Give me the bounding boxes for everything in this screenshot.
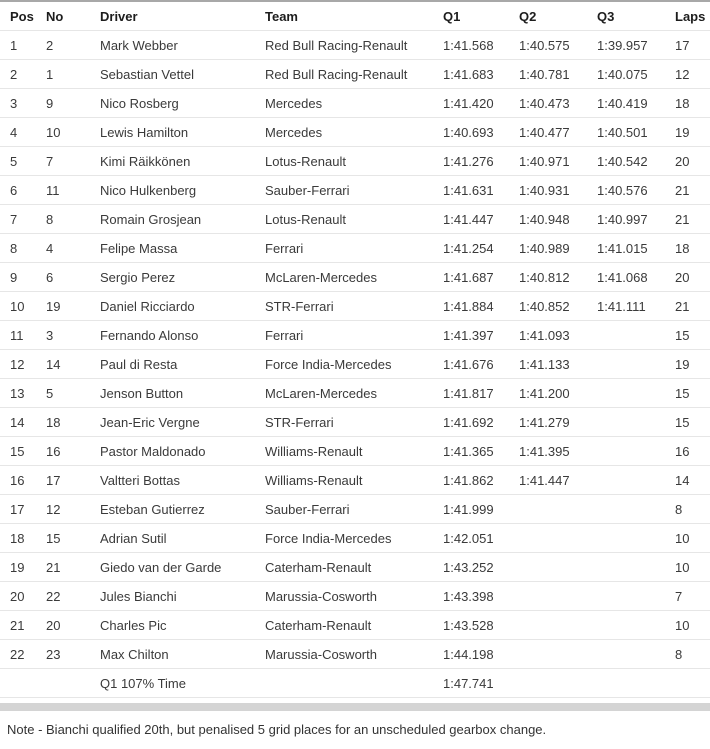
table-row [0, 147, 710, 176]
table-cell: 1 [44, 60, 98, 89]
table-row [0, 553, 710, 582]
table-cell: 20 [673, 263, 710, 292]
table-row [0, 640, 710, 669]
table-cell: Esteban Gutierrez [98, 495, 263, 524]
table-cell: Williams-Renault [263, 466, 441, 495]
table-cell: 14 [0, 408, 44, 437]
table-cell: Jean-Eric Vergne [98, 408, 263, 437]
table-cell: 1:41.683 [441, 60, 517, 89]
divider-bar [0, 703, 710, 711]
table-cell: Caterham-Renault [263, 611, 441, 640]
table-cell: 1:43.252 [441, 553, 517, 582]
table-cell: 15 [673, 379, 710, 408]
table-cell: Ferrari [263, 234, 441, 263]
table-cell: 17 [44, 466, 98, 495]
table-cell: 8 [0, 234, 44, 263]
table-cell: STR-Ferrari [263, 292, 441, 321]
table-cell: 21 [673, 205, 710, 234]
table-cell: 4 [44, 234, 98, 263]
table-cell: 12 [44, 495, 98, 524]
table-cell: 6 [44, 263, 98, 292]
footer-row-107-percent [0, 669, 710, 698]
table-cell: 1:40.971 [517, 147, 595, 176]
table-cell: Red Bull Racing-Renault [263, 31, 441, 60]
table-cell: 17 [673, 31, 710, 60]
table-cell: Felipe Massa [98, 234, 263, 263]
table-cell: Jenson Button [98, 379, 263, 408]
table-row [0, 31, 710, 60]
table-cell: Adrian Sutil [98, 524, 263, 553]
table-row [0, 176, 710, 205]
table-cell [595, 408, 673, 437]
table-cell [595, 524, 673, 553]
table-cell [595, 466, 673, 495]
table-cell: Max Chilton [98, 640, 263, 669]
table-cell: 21 [0, 611, 44, 640]
table-cell: 10 [44, 118, 98, 147]
table-cell: 1:41.631 [441, 176, 517, 205]
table-cell: Sauber-Ferrari [263, 176, 441, 205]
table-cell: McLaren-Mercedes [263, 379, 441, 408]
table-cell: 15 [0, 437, 44, 466]
table-cell: 1:43.528 [441, 611, 517, 640]
table-cell: 1:40.576 [595, 176, 673, 205]
table-cell: 8 [673, 640, 710, 669]
table-cell: 16 [44, 437, 98, 466]
table-cell: 1:39.957 [595, 31, 673, 60]
table-cell: 1:41.397 [441, 321, 517, 350]
table-cell: 8 [44, 205, 98, 234]
table-row [0, 263, 710, 292]
table-cell: 15 [673, 408, 710, 437]
footer-q1-time: 1:47.741 [441, 669, 517, 698]
table-cell: Pastor Maldonado [98, 437, 263, 466]
table-cell: Paul di Resta [98, 350, 263, 379]
table-cell: 10 [673, 524, 710, 553]
table-cell: 19 [673, 118, 710, 147]
table-row [0, 118, 710, 147]
table-cell: 9 [44, 89, 98, 118]
table-cell [595, 640, 673, 669]
table-cell: Sergio Perez [98, 263, 263, 292]
table-cell: 1:41.862 [441, 466, 517, 495]
table-cell: 10 [673, 553, 710, 582]
table-cell: Jules Bianchi [98, 582, 263, 611]
table-cell: 19 [0, 553, 44, 582]
table-cell: 5 [44, 379, 98, 408]
table-cell: 18 [0, 524, 44, 553]
table-cell: 1:40.575 [517, 31, 595, 60]
table-cell [517, 640, 595, 669]
table-row [0, 437, 710, 466]
table-row [0, 350, 710, 379]
table-cell: Force India-Mercedes [263, 524, 441, 553]
table-cell: 1:40.542 [595, 147, 673, 176]
table-cell: 1:40.781 [517, 60, 595, 89]
column-header-pos: Pos [0, 1, 44, 31]
table-cell [595, 437, 673, 466]
table-cell: 1:41.676 [441, 350, 517, 379]
table-cell: Mercedes [263, 118, 441, 147]
footer-cell-q3 [595, 669, 673, 698]
table-cell: 2 [44, 31, 98, 60]
column-header-q3: Q3 [595, 1, 673, 31]
table-cell: Lotus-Renault [263, 205, 441, 234]
column-header-team: Team [263, 1, 441, 31]
table-row [0, 495, 710, 524]
table-cell: 16 [673, 437, 710, 466]
table-cell: Nico Hulkenberg [98, 176, 263, 205]
table-cell: 21 [673, 292, 710, 321]
table-row [0, 89, 710, 118]
table-cell: 7 [44, 147, 98, 176]
table-cell: 11 [44, 176, 98, 205]
table-cell [595, 611, 673, 640]
table-cell: 1:40.501 [595, 118, 673, 147]
table-cell [595, 379, 673, 408]
table-row [0, 60, 710, 89]
table-cell: Caterham-Renault [263, 553, 441, 582]
table-cell: Williams-Renault [263, 437, 441, 466]
footer-label: Q1 107% Time [98, 669, 263, 698]
table-cell: 12 [0, 350, 44, 379]
footer-cell-laps [673, 669, 710, 698]
table-row [0, 408, 710, 437]
table-cell: 1:41.884 [441, 292, 517, 321]
table-cell: 1:40.852 [517, 292, 595, 321]
table-cell: 1:44.198 [441, 640, 517, 669]
table-cell: 1:41.068 [595, 263, 673, 292]
table-cell: 1:40.477 [517, 118, 595, 147]
table-row [0, 466, 710, 495]
table-cell: 1:40.693 [441, 118, 517, 147]
table-cell: 7 [0, 205, 44, 234]
table-row [0, 379, 710, 408]
table-cell: 18 [673, 89, 710, 118]
table-cell: 1:41.365 [441, 437, 517, 466]
table-cell: 1:40.948 [517, 205, 595, 234]
table-cell: 9 [0, 263, 44, 292]
table-cell [595, 321, 673, 350]
table-cell: 22 [44, 582, 98, 611]
table-cell [517, 582, 595, 611]
footer-cell-q2 [517, 669, 595, 698]
table-cell: 16 [0, 466, 44, 495]
table-row [0, 524, 710, 553]
table-cell: 1:41.999 [441, 495, 517, 524]
table-cell: 1:41.395 [517, 437, 595, 466]
table-cell: Mercedes [263, 89, 441, 118]
footer-cell-no [44, 669, 98, 698]
table-cell: 18 [44, 408, 98, 437]
table-cell: 14 [673, 466, 710, 495]
table-cell: 15 [44, 524, 98, 553]
table-cell: 13 [0, 379, 44, 408]
table-cell [517, 495, 595, 524]
table-cell: STR-Ferrari [263, 408, 441, 437]
table-cell: Red Bull Racing-Renault [263, 60, 441, 89]
table-cell: Lotus-Renault [263, 147, 441, 176]
table-cell: 1:41.133 [517, 350, 595, 379]
table-cell: 1:41.687 [441, 263, 517, 292]
table-cell: 15 [673, 321, 710, 350]
table-cell: 1:40.997 [595, 205, 673, 234]
table-cell: 1:40.931 [517, 176, 595, 205]
table-cell: Giedo van der Garde [98, 553, 263, 582]
table-cell [595, 495, 673, 524]
table-cell: 12 [673, 60, 710, 89]
table-cell: 1:41.447 [517, 466, 595, 495]
table-cell: McLaren-Mercedes [263, 263, 441, 292]
table-cell: 1:41.420 [441, 89, 517, 118]
table-cell: Valtteri Bottas [98, 466, 263, 495]
table-cell: 22 [0, 640, 44, 669]
table-cell: 1:41.279 [517, 408, 595, 437]
table-cell: Fernando Alonso [98, 321, 263, 350]
table-cell: 18 [673, 234, 710, 263]
table-cell: Lewis Hamilton [98, 118, 263, 147]
table-cell: 1:40.473 [517, 89, 595, 118]
table-row [0, 582, 710, 611]
table-cell: 17 [0, 495, 44, 524]
table-row [0, 321, 710, 350]
table-cell: 21 [673, 176, 710, 205]
table-row [0, 611, 710, 640]
table-row [0, 234, 710, 263]
table-row [0, 292, 710, 321]
table-cell: Daniel Ricciardo [98, 292, 263, 321]
table-cell [517, 553, 595, 582]
table-cell: 7 [673, 582, 710, 611]
table-cell [595, 582, 673, 611]
table-cell: Sebastian Vettel [98, 60, 263, 89]
table-cell: 1:41.447 [441, 205, 517, 234]
table-cell: Mark Webber [98, 31, 263, 60]
table-cell: 11 [0, 321, 44, 350]
column-header-driver: Driver [98, 1, 263, 31]
table-cell: 1:40.419 [595, 89, 673, 118]
table-cell: 1:43.398 [441, 582, 517, 611]
table-cell: 2 [0, 60, 44, 89]
table-cell: 23 [44, 640, 98, 669]
table-cell: 1:41.568 [441, 31, 517, 60]
table-cell: Force India-Mercedes [263, 350, 441, 379]
table-cell: 4 [0, 118, 44, 147]
table-cell: 1:41.015 [595, 234, 673, 263]
table-cell: 1:41.111 [595, 292, 673, 321]
table-cell: Marussia-Cosworth [263, 582, 441, 611]
table-cell: Romain Grosjean [98, 205, 263, 234]
table-cell: 19 [673, 350, 710, 379]
table-cell: 1:41.093 [517, 321, 595, 350]
results-body [0, 31, 710, 669]
table-cell: 10 [0, 292, 44, 321]
table-cell: 14 [44, 350, 98, 379]
table-cell: 10 [673, 611, 710, 640]
table-cell: 1:41.817 [441, 379, 517, 408]
note-text: Note - Bianchi qualified 20th, but penalised 5 grid places for an unscheduled gearbox change. [7, 722, 547, 737]
table-cell: 1:40.075 [595, 60, 673, 89]
table-cell: 20 [0, 582, 44, 611]
table-header [0, 1, 710, 31]
footer-cell-pos [0, 669, 44, 698]
table-footer [0, 669, 710, 698]
table-cell: 3 [0, 89, 44, 118]
table-cell: 1:40.812 [517, 263, 595, 292]
table-cell: 1:41.200 [517, 379, 595, 408]
footer-cell-team [263, 669, 441, 698]
table-cell: 20 [44, 611, 98, 640]
table-cell [517, 611, 595, 640]
table-cell: 3 [44, 321, 98, 350]
column-header-q1: Q1 [441, 1, 517, 31]
table-cell: 1 [0, 31, 44, 60]
table-cell [595, 553, 673, 582]
table-cell: 6 [0, 176, 44, 205]
column-header-q2: Q2 [517, 1, 595, 31]
column-header-laps: Laps [673, 1, 710, 31]
table-cell: 5 [0, 147, 44, 176]
table-cell: Ferrari [263, 321, 441, 350]
table-cell: Marussia-Cosworth [263, 640, 441, 669]
table-cell: 8 [673, 495, 710, 524]
table-cell: 21 [44, 553, 98, 582]
table-cell: Charles Pic [98, 611, 263, 640]
table-cell: Sauber-Ferrari [263, 495, 441, 524]
table-cell: 20 [673, 147, 710, 176]
table-cell: Kimi Räikkönen [98, 147, 263, 176]
table-row [0, 205, 710, 234]
table-cell: 1:42.051 [441, 524, 517, 553]
table-cell: 1:41.254 [441, 234, 517, 263]
table-cell: 19 [44, 292, 98, 321]
table-cell: 1:41.692 [441, 408, 517, 437]
table-cell: 1:41.276 [441, 147, 517, 176]
table-cell: 1:40.989 [517, 234, 595, 263]
header-row [0, 1, 710, 31]
table-cell: Nico Rosberg [98, 89, 263, 118]
table-cell [517, 524, 595, 553]
table-cell [595, 350, 673, 379]
column-header-no: No [44, 1, 98, 31]
